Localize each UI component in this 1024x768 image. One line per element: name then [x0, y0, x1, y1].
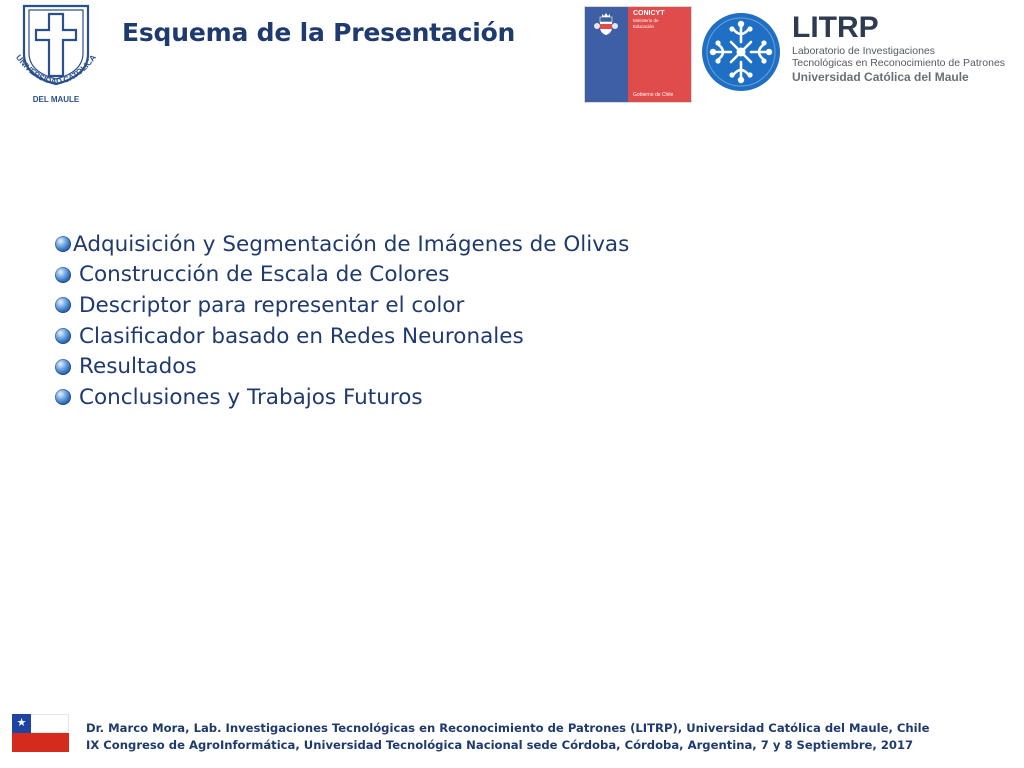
- chile-flag-icon: [12, 714, 69, 752]
- university-logo-text: UNIVERSIDAD CATOLICA: [13, 53, 99, 87]
- presentation-outline: [55, 229, 629, 413]
- outline-item-text: Clasificador basado en Redes Neuronales: [79, 323, 524, 349]
- sphere-bullet-icon: [55, 389, 71, 405]
- outline-item-text: Resultados: [79, 354, 197, 380]
- litrp-university: Universidad Católica del Maule: [792, 70, 969, 84]
- university-logo: [8, 2, 104, 106]
- outline-item-text: Adquisición y Segmentación de Imágenes de Olivas: [73, 231, 630, 257]
- footer-author-line: Dr. Marco Mora, Lab. Investigaciones Tecnológicas en Reconocimiento de Patrones (LITRP), Universidad Católica del Maule, Chile: [86, 721, 930, 735]
- litrp-emblem: [701, 12, 781, 92]
- conicyt-red-panel: [628, 7, 691, 102]
- slide-title: Esquema de la Presentación: [122, 18, 516, 47]
- outline-item-text: Construcción de Escala de Colores: [79, 262, 450, 288]
- conicyt-blue-panel: [585, 7, 628, 102]
- outline-item: [55, 229, 629, 260]
- litrp-description-line2: Tecnológicas en Reconocimiento de Patrones: [792, 57, 1006, 69]
- sphere-bullet-icon: [55, 267, 71, 283]
- outline-item: [55, 290, 629, 321]
- chile-coat-of-arms-icon: [591, 11, 621, 41]
- litrp-name: LITRP: [792, 11, 879, 44]
- litrp-description-line1: Laboratorio de Investigaciones: [792, 45, 936, 57]
- outline-item: [55, 351, 629, 382]
- sphere-bullet-icon: [55, 236, 71, 252]
- sphere-bullet-icon: [55, 359, 71, 375]
- conicyt-name: CONICYT: [633, 10, 665, 17]
- outline-item: [55, 382, 629, 413]
- sphere-bullet-icon: [55, 297, 71, 313]
- footer-event-line: IX Congreso de AgroInformática, Universidad Tecnológica Nacional sede Córdoba, Córdoba, Argentina, 7 y 8 Septiembre, 2017: [86, 738, 914, 752]
- litrp-network-emblem-icon: [701, 12, 781, 92]
- conicyt-ministry-line1: Ministerio de: [633, 18, 659, 23]
- outline-item: [55, 260, 629, 291]
- sphere-bullet-icon: [55, 328, 71, 344]
- conicyt-ministry-line2: Educación: [633, 23, 655, 29]
- outline-item-text: Conclusiones y Trabajos Futuros: [79, 384, 423, 410]
- conicyt-logo: [585, 7, 691, 102]
- conicyt-government: Gobierno de Chile: [633, 92, 674, 98]
- flag-star: ★: [12, 714, 31, 733]
- outline-item: [55, 321, 629, 352]
- outline-item-text: Descriptor para representar el color: [79, 292, 465, 318]
- university-logo-subtext: DEL MAULE: [32, 95, 80, 104]
- ucm-cross-shield-icon: [8, 2, 104, 106]
